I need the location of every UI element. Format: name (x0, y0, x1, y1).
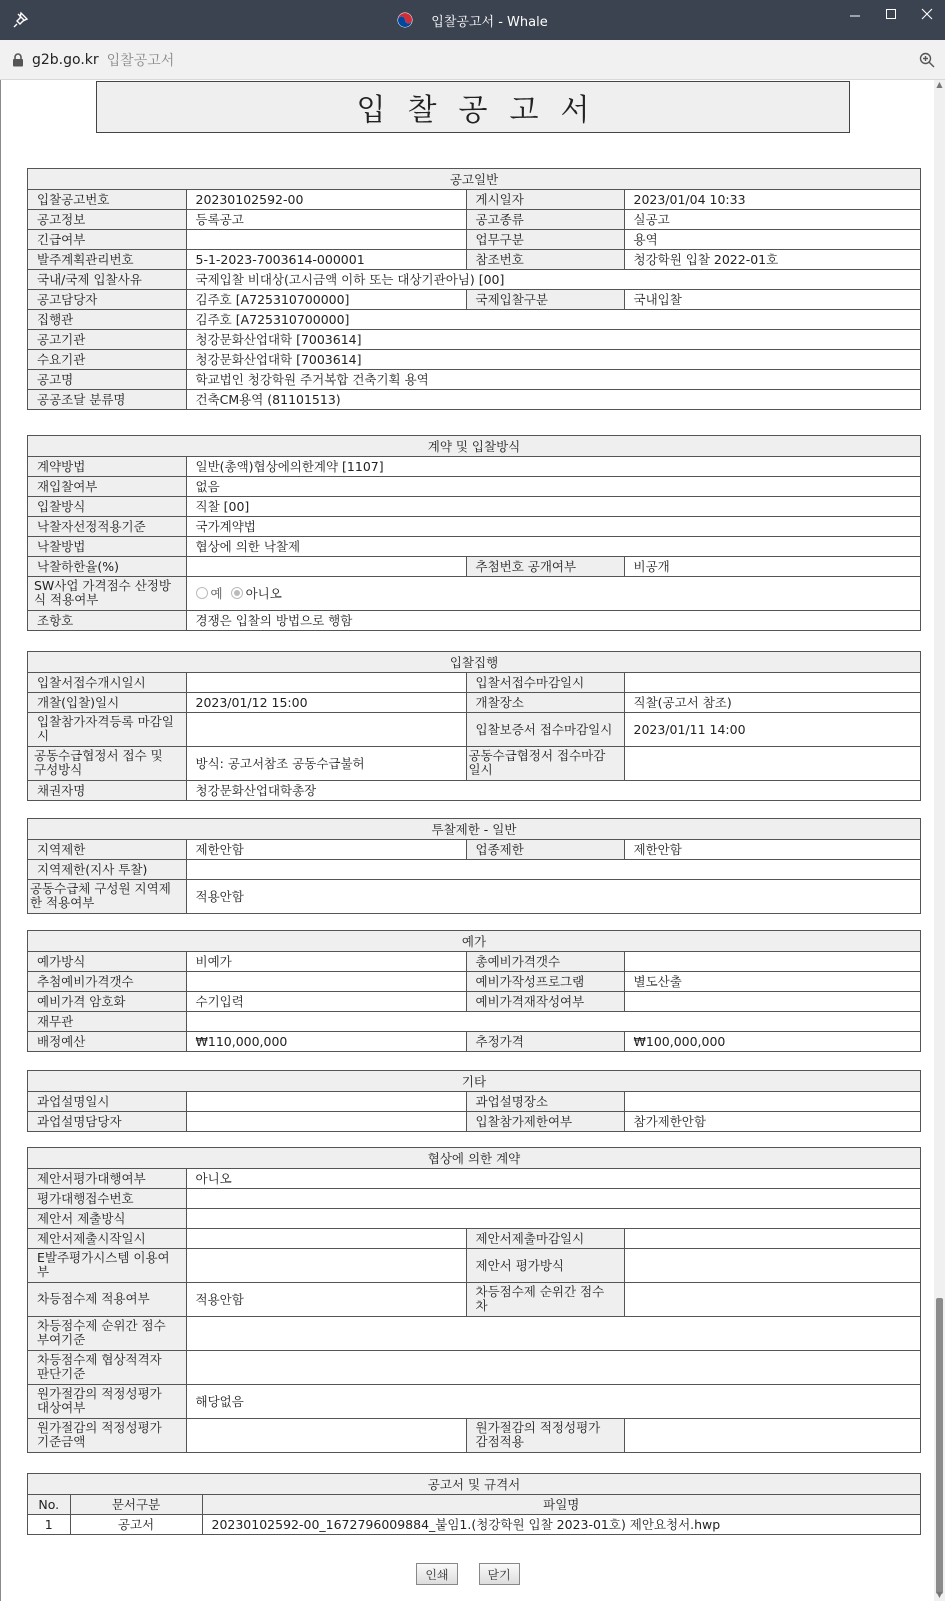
section-header: 투찰제한 - 일반 (28, 819, 920, 839)
field-label: 추정가격 (466, 1031, 624, 1051)
field-value: 학교법인 청강학원 주거복합 건축기획 용역 (186, 369, 920, 389)
field-value: 직찰(공고서 참조) (624, 692, 920, 712)
field-value (186, 1228, 466, 1248)
table-row (28, 610, 920, 630)
field-value: 적용안함 (186, 1282, 466, 1316)
table-row (28, 839, 920, 859)
field-value: 용역 (624, 229, 920, 249)
field-value: 수기입력 (186, 991, 466, 1011)
field-value (186, 1011, 920, 1031)
table-row (28, 1316, 920, 1350)
field-label: 제안서평가대행여부 (28, 1168, 186, 1188)
section-header: 기타 (28, 1071, 920, 1091)
table-row (28, 859, 920, 879)
field-label: 배정예산 (28, 1031, 186, 1051)
field-value (186, 556, 466, 576)
field-value (624, 951, 920, 971)
field-value: 청강문화산업대학 [7003614] (186, 329, 920, 349)
radio-label: 아니오 (245, 586, 282, 601)
table-row (28, 1188, 920, 1208)
field-label: 지역제한 (28, 839, 186, 859)
table-row (28, 712, 920, 746)
page-viewport[interactable] (0, 80, 945, 1601)
section-header: 입찰집행 (28, 652, 920, 672)
table-row (28, 1168, 920, 1188)
field-label: 공동수급협정서 접수 및 구성방식 (28, 746, 186, 780)
table-row (28, 1011, 920, 1031)
field-value (624, 672, 920, 692)
section-header: 예가 (28, 931, 920, 951)
button-row (1, 1563, 935, 1585)
field-label: 차등점수제 순위간 점수차 (466, 1282, 624, 1316)
field-label: 원가절감의 적정성평가 감점적용 (466, 1418, 624, 1452)
table-row (28, 189, 920, 209)
field-value: 청강문화산업대학총장 (186, 780, 920, 800)
field-value (624, 1248, 920, 1282)
field-label: 제안서 제출방식 (28, 1208, 186, 1228)
radio-label: 예 (210, 586, 223, 601)
field-value (186, 1208, 920, 1228)
field-value: 국내입찰 (624, 289, 920, 309)
field-label: 원가절감의 적정성평가 대상여부 (28, 1384, 186, 1418)
field-value: 직찰 [00] (186, 496, 920, 516)
field-label: 제안서제출마감일시 (466, 1228, 624, 1248)
field-label: 과업설명일시 (28, 1091, 186, 1111)
field-value (186, 1111, 466, 1131)
field-value: 김주호 [A725310700000] (186, 309, 920, 329)
section-contract (27, 435, 921, 631)
field-label: 원가절감의 적정성평가 기준금액 (28, 1418, 186, 1452)
field-value (624, 991, 920, 1011)
section-header: 공고일반 (28, 169, 920, 189)
table-row (28, 329, 920, 349)
field-value: 김주호 [A725310700000] (186, 289, 466, 309)
field-label: 제안서 평가방식 (466, 1248, 624, 1282)
field-value: 국가계약법 (186, 516, 920, 536)
field-label: 조항호 (28, 610, 186, 630)
close-page-button[interactable]: 닫기 (479, 1563, 520, 1585)
table-row (28, 289, 920, 309)
table-row (28, 1248, 920, 1282)
field-value: ₩100,000,000 (624, 1031, 920, 1051)
section-price (27, 930, 921, 1052)
table-row (28, 971, 920, 991)
maximize-icon (885, 8, 897, 20)
field-label: 국제입찰구분 (466, 289, 624, 309)
field-label: 예비가작성프로그램 (466, 971, 624, 991)
field-label: 집행관 (28, 309, 186, 329)
field-label: 공고담당자 (28, 289, 186, 309)
section-header: 협상에 의한 계약 (28, 1148, 920, 1168)
field-value: 국제입찰 비대상(고시금액 이하 또는 대상기관아님) [00] (186, 269, 920, 289)
table-row (28, 746, 920, 780)
print-button[interactable]: 인쇄 (416, 1563, 457, 1585)
field-label: 입찰공고번호 (28, 189, 186, 209)
table-row (28, 1384, 920, 1418)
table-row (28, 536, 920, 556)
file-type: 공고서 (70, 1514, 202, 1534)
table-row (28, 576, 920, 610)
field-label: 총예비가격갯수 (466, 951, 624, 971)
field-label: 차등점수제 적용여부 (28, 1282, 186, 1316)
radio-circle (231, 587, 243, 599)
field-value (624, 1228, 920, 1248)
field-label: 과업설명담당자 (28, 1111, 186, 1131)
maximize-button[interactable] (873, 0, 909, 28)
field-value: 2023/01/11 14:00 (624, 712, 920, 746)
section-files (27, 1473, 921, 1535)
field-value: 별도산출 (624, 971, 920, 991)
field-label: 낙찰방법 (28, 536, 186, 556)
table-row (28, 209, 920, 229)
table-row (28, 269, 920, 289)
table-row (28, 1282, 920, 1316)
table-row (28, 879, 920, 913)
sw-radio-yes[interactable] (196, 584, 223, 602)
file-no: 1 (28, 1514, 70, 1534)
field-label: 개찰장소 (466, 692, 624, 712)
field-value (624, 1091, 920, 1111)
field-label: 참조번호 (466, 249, 624, 269)
field-label: 발주계획관리번호 (28, 249, 186, 269)
field-label: 공고명 (28, 369, 186, 389)
field-label: 입찰참가제한여부 (466, 1111, 624, 1131)
field-value (624, 1418, 920, 1452)
table-header-row (28, 1494, 920, 1514)
field-value: 5-1-2023-7003614-000001 (186, 249, 466, 269)
field-label: 낙찰하한율(%) (28, 556, 186, 576)
field-value (186, 1316, 920, 1350)
field-label: 계약방법 (28, 456, 186, 476)
field-label: 업무구분 (466, 229, 624, 249)
section-header: 계약 및 입찰방식 (28, 436, 920, 456)
field-value: 아니오 (186, 1168, 920, 1188)
field-label: 수요기관 (28, 349, 186, 369)
address-domain: g2b.go.kr (32, 51, 99, 68)
field-value: 비공개 (624, 556, 920, 576)
field-value: 2023/01/12 15:00 (186, 692, 466, 712)
field-value: 실공고 (624, 209, 920, 229)
field-label: SW사업 가격점수 산정방식 적용여부 (28, 576, 186, 610)
field-label: 추첨예비가격갯수 (28, 971, 186, 991)
field-value (186, 859, 920, 879)
column-header-no: No. (28, 1494, 70, 1514)
table-row (28, 349, 920, 369)
window-title: 입찰공고서 - Whale (431, 14, 548, 30)
field-value (186, 229, 466, 249)
field-value: 20230102592-00 (186, 189, 466, 209)
field-label: 공동수급체 구성원 지역제한 적용여부 (28, 879, 186, 913)
sw-radio-no[interactable] (231, 584, 282, 602)
field-value (186, 672, 466, 692)
table-row (28, 556, 920, 576)
field-label: 공고정보 (28, 209, 186, 229)
field-label: 긴급여부 (28, 229, 186, 249)
field-label: 공공조달 분류명 (28, 389, 186, 409)
close-icon (921, 8, 933, 20)
field-value: 해당없음 (186, 1384, 920, 1418)
table-row (28, 309, 920, 329)
field-value: 청강학원 입찰 2022-01호 (624, 249, 920, 269)
document-title: 입찰공고서 (96, 81, 850, 133)
field-label: 지역제한(지사 투찰) (28, 859, 186, 879)
scroll-down-icon[interactable]: ▼ (936, 1590, 943, 1599)
field-label: 입찰서접수개시일시 (28, 672, 186, 692)
table-row (28, 249, 920, 269)
field-label: 게시일자 (466, 189, 624, 209)
field-label: 재무관 (28, 1011, 186, 1031)
field-value: 제한안함 (624, 839, 920, 859)
field-value (186, 1418, 466, 1452)
field-label: 채권자명 (28, 780, 186, 800)
table-row (28, 1091, 920, 1111)
field-label: 국내/국제 입찰사유 (28, 269, 186, 289)
table-row (28, 1514, 920, 1534)
field-label: 입찰참가자격등록 마감일시 (28, 712, 186, 746)
table-row (28, 1111, 920, 1131)
field-label: 업종제한 (466, 839, 624, 859)
field-value (624, 1282, 920, 1316)
field-label: 재입찰여부 (28, 476, 186, 496)
field-value: 방식: 공고서참조 공동수급불허 (186, 746, 466, 780)
field-label: 낙찰자선정적용기준 (28, 516, 186, 536)
table-row (28, 692, 920, 712)
field-value: 적용안함 (186, 879, 920, 913)
field-label: 예가방식 (28, 951, 186, 971)
whale-logo-icon (397, 12, 413, 28)
scroll-up-icon[interactable]: ▲ (936, 80, 943, 89)
field-label: 공고기관 (28, 329, 186, 349)
table-row (28, 1208, 920, 1228)
field-label: 추첨번호 공개여부 (466, 556, 624, 576)
field-value (186, 1350, 920, 1384)
field-value: 등록공고 (186, 209, 466, 229)
table-row (28, 476, 920, 496)
field-value: 비예가 (186, 951, 466, 971)
table-row (28, 229, 920, 249)
field-label: 입찰서접수마감일시 (466, 672, 624, 692)
zoom-icon[interactable] (919, 52, 935, 68)
sw-radio-group (186, 576, 920, 610)
field-label: 평가대행접수번호 (28, 1188, 186, 1208)
field-label: 공고종류 (466, 209, 624, 229)
table-row (28, 1418, 920, 1452)
field-value: 건축CM용역 (81101513) (186, 389, 920, 409)
field-value: 2023/01/04 10:33 (624, 189, 920, 209)
lock-icon (12, 53, 24, 67)
field-value (186, 971, 466, 991)
column-header-filename: 파일명 (202, 1494, 920, 1514)
field-label: 예비가격재작성여부 (466, 991, 624, 1011)
window-titlebar (0, 0, 945, 40)
field-label: 공동수급협정서 접수마감일시 (466, 746, 624, 780)
table-row (28, 1228, 920, 1248)
table-row (28, 780, 920, 800)
table-row (28, 672, 920, 692)
table-row (28, 516, 920, 536)
minimize-icon (849, 8, 861, 20)
field-value (186, 1188, 920, 1208)
close-button[interactable] (909, 0, 945, 28)
table-row (28, 369, 920, 389)
section-header: 공고서 및 규격서 (28, 1474, 920, 1494)
table-row (28, 496, 920, 516)
section-negotiation (27, 1147, 921, 1453)
field-value: 청강문화산업대학 [7003614] (186, 349, 920, 369)
field-label: 차등점수제 협상적격자 판단기준 (28, 1350, 186, 1384)
field-value: 참가제한안함 (624, 1111, 920, 1131)
field-value (186, 1248, 466, 1282)
field-value (186, 712, 466, 746)
scrollbar-thumb[interactable] (936, 1298, 943, 1594)
field-value (624, 746, 920, 780)
field-label: 제안서제출시작일시 (28, 1228, 186, 1248)
table-row (28, 1350, 920, 1384)
table-row (28, 456, 920, 476)
file-link[interactable]: 20230102592-00_1672796009884_붙임1.(청강학원 입찰 2023-01호) 제안요청서.hwp (202, 1514, 920, 1534)
field-label: 개찰(입찰)일시 (28, 692, 186, 712)
section-general (27, 168, 921, 410)
field-value: ₩110,000,000 (186, 1031, 466, 1051)
field-value: 경쟁은 입찰의 방법으로 행함 (186, 610, 920, 630)
field-value: 일반(총액)협상에의한계약 [1107] (186, 456, 920, 476)
table-row (28, 991, 920, 1011)
table-row (28, 389, 920, 409)
radio-circle (196, 587, 208, 599)
field-label: 예비가격 암호화 (28, 991, 186, 1011)
field-value: 없음 (186, 476, 920, 496)
address-bar[interactable] (0, 40, 945, 80)
table-row (28, 1031, 920, 1051)
field-label: 차등점수제 순위간 점수 부여기준 (28, 1316, 186, 1350)
field-label: 입찰보증서 접수마감일시 (466, 712, 624, 746)
address-page-title: 입찰공고서 (106, 52, 175, 69)
scrollbar[interactable] (934, 80, 945, 1601)
field-label: 과업설명장소 (466, 1091, 624, 1111)
field-label: E발주평가시스템 이용여부 (28, 1248, 186, 1282)
field-value: 협상에 의한 낙찰제 (186, 536, 920, 556)
field-value (186, 1091, 466, 1111)
section-etc (27, 1070, 921, 1132)
table-row (28, 951, 920, 971)
section-execution (27, 651, 921, 801)
field-label: 입찰방식 (28, 496, 186, 516)
field-value: 제한안함 (186, 839, 466, 859)
column-header-type: 문서구분 (70, 1494, 202, 1514)
minimize-button[interactable] (837, 0, 873, 28)
section-restriction (27, 818, 921, 914)
